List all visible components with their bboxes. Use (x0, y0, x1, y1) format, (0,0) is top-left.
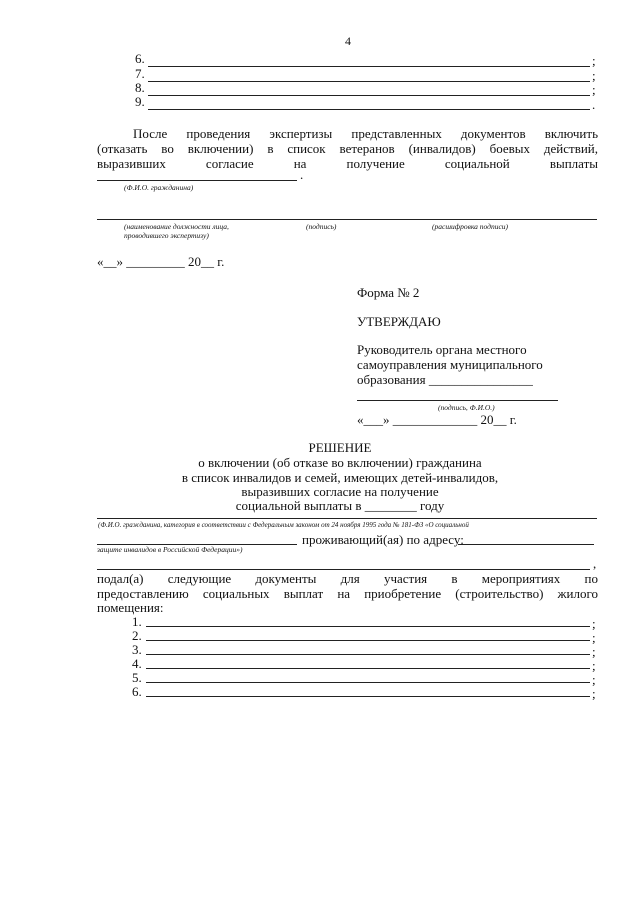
list-item-line (146, 654, 590, 655)
list-item-end: ; (592, 53, 596, 68)
address-line (458, 544, 594, 545)
fio-line (97, 180, 297, 181)
approve-heading: УТВЕРЖДАЮ (357, 314, 441, 329)
decision-line-4: социальной выплаты в ________ году (235, 498, 445, 513)
decision-line-2: в список инвалидов и семей, имеющих детей-инвалидов, (181, 470, 499, 485)
head-line-1: Руководитель органа местного (357, 342, 527, 357)
expertise-line-1: После проведения экспертизы представленных документов включить (133, 126, 598, 141)
submitted-line-3: помещения: (97, 600, 164, 615)
list-item-num: 4. (132, 656, 142, 671)
citizen-line (97, 518, 597, 519)
list-item-line (146, 682, 590, 683)
list-item-line (148, 81, 590, 82)
list-item-num: 6. (135, 51, 145, 66)
address-label: проживающий(ая) по адресу: (302, 532, 464, 547)
list-item-num: 7. (135, 66, 145, 81)
decision-title: РЕШЕНИЕ (308, 440, 372, 455)
list-item-end: . (592, 97, 596, 112)
signature-line (97, 219, 597, 220)
list-item-num: 1. (132, 614, 142, 629)
decision-line-3: выразивших согласие на получение (241, 484, 439, 499)
list-item-line (146, 696, 590, 697)
list-item-num: 8. (135, 80, 145, 95)
list-item-line (146, 640, 590, 641)
expertise-line-3: выразивших согласие на получение социальной выплаты (97, 156, 598, 171)
decoding-caption: (расшифровка подписи) (432, 222, 509, 231)
head-sign-caption: (подпись, Ф.И.О.) (438, 403, 495, 412)
list-item-end: ; (592, 630, 596, 645)
list-item-end: ; (592, 616, 596, 631)
list-item-num: 6. (132, 684, 142, 699)
list-item-line (148, 109, 590, 110)
list-item-num: 5. (132, 670, 142, 685)
signature-caption: (подпись) (306, 222, 337, 231)
date-line: «__» _________ 20__ г. (97, 254, 225, 269)
head-line-3: образования ________________ (357, 372, 533, 387)
fio-caption: (Ф.И.О. гражданина) (124, 183, 194, 192)
list-item-end: ; (592, 672, 596, 687)
fio-line-end: . (300, 167, 304, 182)
list-item-num: 9. (135, 94, 145, 109)
position-caption: (наименование должности лица, проводившего экспертизу) (124, 222, 229, 240)
list-item-end: ; (592, 686, 596, 701)
list-item-end: ; (592, 68, 596, 83)
head-sign-line (357, 400, 558, 401)
list-item-line (146, 668, 590, 669)
list-item-num: 2. (132, 628, 142, 643)
citizen-caption-1: (Ф.И.О. гражданина, категория в соответствии с Федеральным законом от 24 ноября 1995 года № 181-ФЗ «О социальной (98, 521, 469, 529)
list-item-line (148, 95, 590, 96)
submitted-line-1: подал(а) следующие документы для участия в мероприятиях по (97, 571, 598, 586)
approval-date: «___» _____________ 20__ г. (357, 412, 517, 427)
head-line-2: самоуправления муниципального (357, 357, 543, 372)
address-end: , (593, 556, 597, 571)
page-number: 4 (345, 34, 351, 48)
list-item-end: ; (592, 82, 596, 97)
citizen-caption-2: защите инвалидов в Российской Федерации») (97, 545, 243, 554)
submitted-line-2: предоставлению социальных выплат на приобретение (строительство) жилого (97, 586, 598, 601)
list-item-end: ; (592, 644, 596, 659)
list-item-num: 3. (132, 642, 142, 657)
list-item-end: ; (592, 658, 596, 673)
address-line-2 (97, 569, 590, 570)
list-item-line (146, 626, 590, 627)
decision-line-1: о включении (об отказе во включении) гражданина (198, 455, 482, 470)
expertise-line-2: (отказать во включении) в список ветеранов (инвалидов) боевых действий, (97, 141, 598, 156)
form-label: Форма № 2 (357, 285, 420, 300)
list-item-line (148, 66, 590, 67)
